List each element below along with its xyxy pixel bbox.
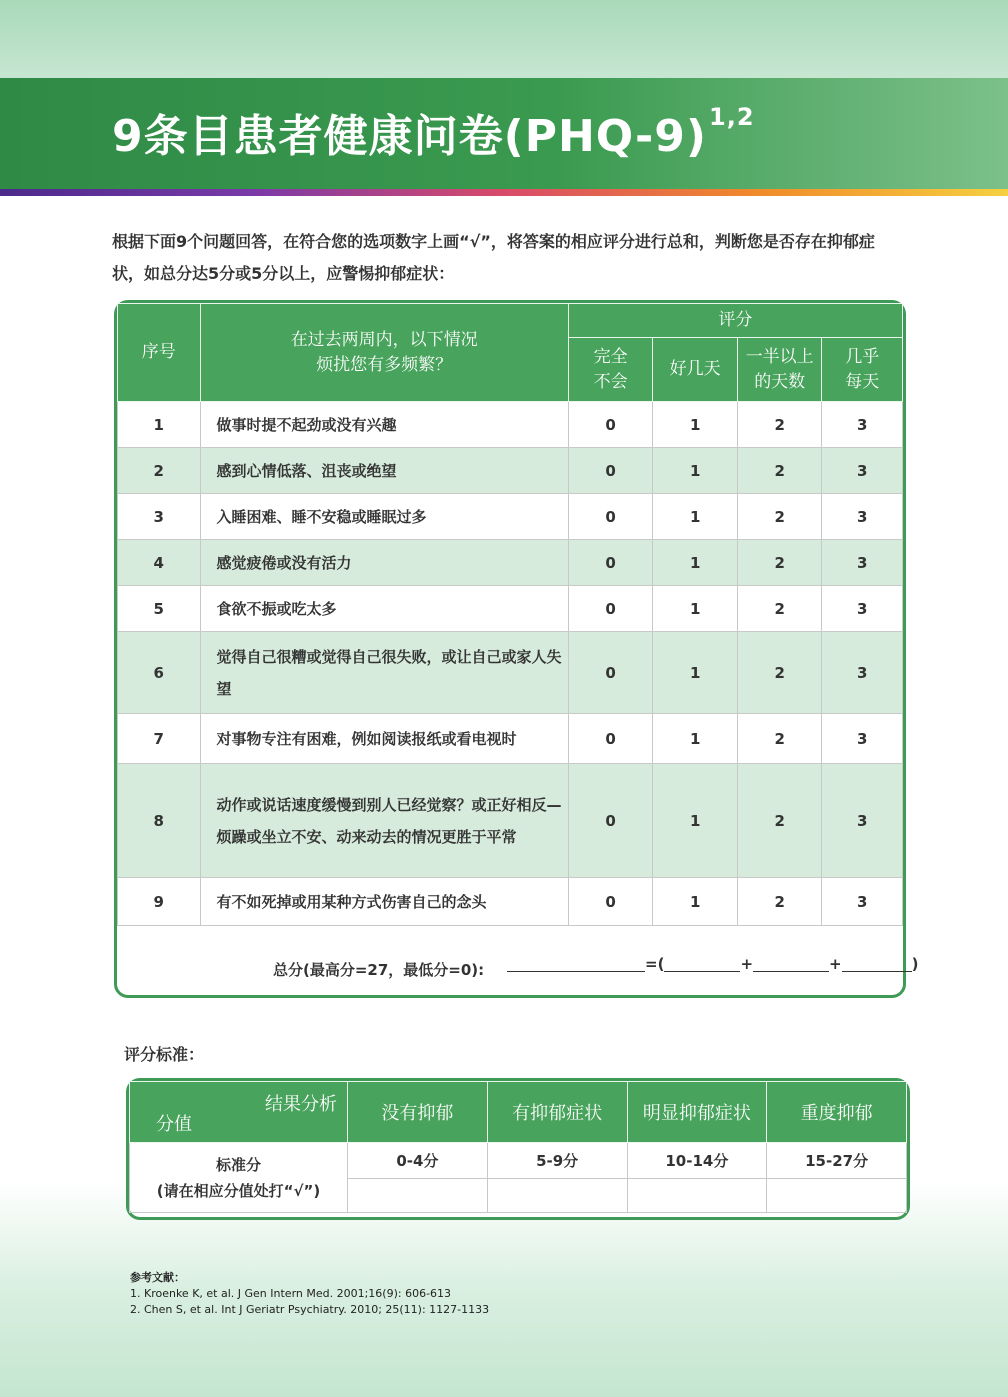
row-number: 3 — [118, 494, 201, 540]
total-score-label: 总分(最高分=27，最低分=0): — [273, 961, 485, 979]
criteria-range: 0-4分 — [348, 1143, 488, 1179]
question-text: 入睡困难、睡不安稳或睡眠过多 — [200, 494, 568, 540]
total-score-formula: =( + + ) — [507, 955, 918, 973]
score-option[interactable]: 2 — [737, 764, 822, 878]
total-score-row — [117, 941, 919, 995]
col-header-number: 序号 — [118, 304, 201, 402]
col-header-option-0: 完全 不会 — [568, 338, 653, 402]
row-number: 7 — [118, 714, 201, 764]
table-row — [118, 540, 903, 586]
score-option[interactable]: 1 — [653, 764, 738, 878]
question-text: 感到心情低落、沮丧或绝望 — [200, 448, 568, 494]
subtotal-blank[interactable] — [842, 957, 912, 972]
question-text: 有不如死掉或用某种方式伤害自己的念头 — [200, 878, 568, 926]
criteria-col-mild: 有抑郁症状 — [487, 1082, 627, 1143]
score-option[interactable]: 1 — [653, 878, 738, 926]
references-title: 参考文献： — [130, 1271, 185, 1284]
col-header-question: 在过去两周内，以下情况 烦扰您有多频繁？ — [200, 304, 568, 402]
score-option[interactable]: 2 — [737, 878, 822, 926]
phq9-table — [114, 300, 919, 998]
score-option[interactable]: 2 — [737, 586, 822, 632]
criteria-check-cell[interactable] — [487, 1179, 627, 1213]
question-text: 感觉疲倦或没有活力 — [200, 540, 568, 586]
references — [130, 1270, 489, 1318]
table-row — [118, 714, 903, 764]
score-option[interactable]: 3 — [822, 586, 903, 632]
row-number: 4 — [118, 540, 201, 586]
score-option[interactable]: 2 — [737, 494, 822, 540]
reference-item: 2. Chen S, et al. Int J Geriatr Psychiatry. 2010; 25(11): 1127-1133 — [130, 1303, 490, 1316]
score-option[interactable]: 0 — [568, 448, 653, 494]
score-option[interactable]: 0 — [568, 632, 653, 714]
score-option[interactable]: 1 — [653, 494, 738, 540]
score-option[interactable]: 1 — [653, 586, 738, 632]
subtotal-blank[interactable] — [753, 957, 829, 972]
criteria-label: 评分标准： — [124, 1045, 205, 1064]
table-row — [118, 632, 903, 714]
score-option[interactable]: 1 — [653, 448, 738, 494]
criteria-col-moderate: 明显抑郁症状 — [627, 1082, 767, 1143]
criteria-check-cell[interactable] — [627, 1179, 767, 1213]
col-header-option-3: 几乎 每天 — [822, 338, 903, 402]
score-option[interactable]: 0 — [568, 878, 653, 926]
score-option[interactable]: 0 — [568, 714, 653, 764]
question-text: 食欲不振或吃太多 — [200, 586, 568, 632]
table-row — [118, 494, 903, 540]
row-number: 1 — [118, 402, 201, 448]
row-number: 6 — [118, 632, 201, 714]
question-text: 对事物专注有困难，例如阅读报纸或看电视时 — [200, 714, 568, 764]
col-header-score: 评分 — [568, 304, 902, 338]
row-number: 9 — [118, 878, 201, 926]
score-option[interactable]: 0 — [568, 586, 653, 632]
score-option[interactable]: 3 — [822, 632, 903, 714]
question-text: 做事时提不起劲或没有兴趣 — [200, 402, 568, 448]
instructions: 根据下面9个问题回答，在符合您的选项数字上画“√”，将答案的相应评分进行总和，判断您是否存在抑郁症状，如总分达5分或5分以上，应警惕抑郁症状： — [112, 232, 875, 283]
score-option[interactable]: 1 — [653, 402, 738, 448]
table-row — [118, 878, 903, 926]
row-number: 2 — [118, 448, 201, 494]
score-option[interactable]: 3 — [822, 402, 903, 448]
score-option[interactable]: 2 — [737, 714, 822, 764]
criteria-row-label: 标准分 (请在相应分值处打“√”) — [130, 1143, 348, 1213]
question-text: 觉得自己很糟或觉得自己很失败，或让自己或家人失望 — [200, 632, 568, 714]
score-option[interactable]: 0 — [568, 764, 653, 878]
score-option[interactable]: 2 — [737, 448, 822, 494]
criteria-corner-header: 结果分析 分值 — [130, 1082, 348, 1143]
color-stripe — [0, 189, 1008, 196]
score-option[interactable]: 1 — [653, 714, 738, 764]
score-option[interactable]: 3 — [822, 714, 903, 764]
page-title: 9条目患者健康问卷$(PHQ-9)^{1,2}$ — [112, 103, 755, 162]
score-option[interactable]: 0 — [568, 494, 653, 540]
score-option[interactable]: 1 — [653, 540, 738, 586]
score-option[interactable]: 3 — [822, 764, 903, 878]
subtotal-blank[interactable] — [664, 957, 740, 972]
score-option[interactable]: 2 — [737, 402, 822, 448]
criteria-check-cell[interactable] — [348, 1179, 488, 1213]
criteria-table — [126, 1078, 910, 1220]
col-header-option-2: 一半以上 的天数 — [737, 338, 822, 402]
table-row — [118, 402, 903, 448]
score-option[interactable]: 2 — [737, 632, 822, 714]
total-score-blank[interactable] — [507, 957, 645, 972]
col-header-option-1: 好几天 — [653, 338, 738, 402]
score-option[interactable]: 3 — [822, 448, 903, 494]
table-row — [118, 448, 903, 494]
criteria-range: 10-14分 — [627, 1143, 767, 1179]
reference-item: 1. Kroenke K, et al. J Gen Intern Med. 2001;16(9): 606-613 — [130, 1287, 452, 1300]
score-option[interactable]: 3 — [822, 878, 903, 926]
score-option[interactable]: 1 — [653, 632, 738, 714]
question-text: 动作或说话速度缓慢到别人已经觉察？或正好相反—烦躁或坐立不安、动来动去的情况更胜于平常 — [200, 764, 568, 878]
score-option[interactable]: 0 — [568, 402, 653, 448]
score-option[interactable]: 2 — [737, 540, 822, 586]
criteria-col-none: 没有抑郁 — [348, 1082, 488, 1143]
table-row — [118, 764, 903, 878]
score-option[interactable]: 0 — [568, 540, 653, 586]
title-banner — [0, 78, 1008, 196]
row-number: 5 — [118, 586, 201, 632]
score-option[interactable]: 3 — [822, 494, 903, 540]
criteria-range: 15-27分 — [767, 1143, 907, 1179]
criteria-col-severe: 重度抑郁 — [767, 1082, 907, 1143]
table-row — [118, 586, 903, 632]
criteria-check-cell[interactable] — [767, 1179, 907, 1213]
score-option[interactable]: 3 — [822, 540, 903, 586]
criteria-range: 5-9分 — [487, 1143, 627, 1179]
row-number: 8 — [118, 764, 201, 878]
